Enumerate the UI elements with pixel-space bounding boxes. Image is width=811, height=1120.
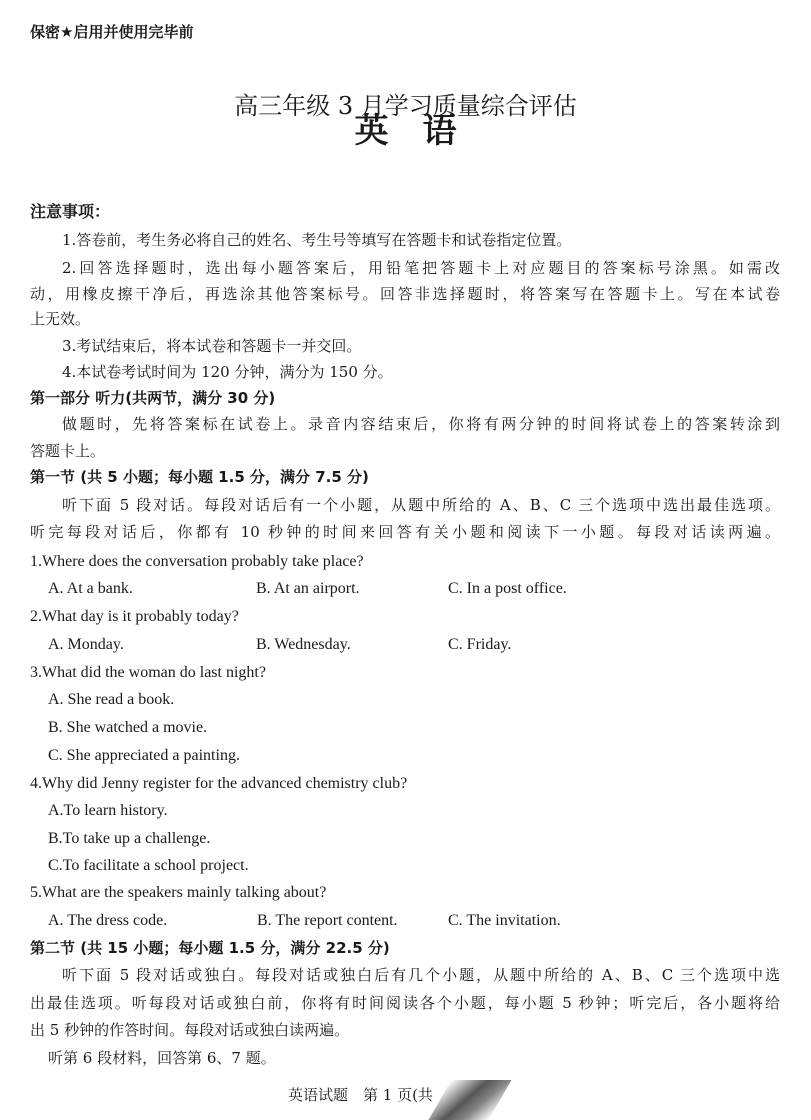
option: B. The report content. bbox=[257, 912, 398, 929]
option: B. She watched a movie. bbox=[48, 719, 208, 736]
part1-heading: 第一部分 听力(共两节，满分 30 分) bbox=[30, 389, 276, 407]
option: A. The dress code. bbox=[48, 912, 168, 929]
option: C.To facilitate a school project. bbox=[48, 857, 249, 874]
notice-item: 3.考试结束后，将本试卷和答题卡一并交回。 bbox=[62, 337, 362, 355]
section2-intro: 听下面 5 段对话或独白。每段对话或独白后有几个小题，从题中所给的 A、B、C 三个选项中选 bbox=[62, 966, 780, 984]
section2-material: 听第 6 段材料，回答第 6、7 题。 bbox=[48, 1049, 276, 1067]
notice-item: 上无效。 bbox=[30, 310, 91, 328]
notice-heading: 注意事项： bbox=[30, 202, 111, 221]
option: A. Monday. bbox=[48, 636, 124, 653]
option: A.To learn history. bbox=[48, 802, 168, 819]
notice-item: 1.答卷前，考生务必将自己的姓名、考生号等填写在答题卡和试卷指定位置。 bbox=[62, 231, 572, 249]
option: C. In a post office. bbox=[448, 580, 567, 597]
section1-heading: 第一节 (共 5 小题；每小题 1.5 分，满分 7.5 分) bbox=[30, 468, 369, 486]
option: B. Wednesday. bbox=[256, 636, 351, 653]
section2-intro: 出 5 秒钟的作答时间。每段对话或独白读两遍。 bbox=[30, 1021, 350, 1039]
section1-intro: 听完每段对话后，你都有 10 秒钟的时间来回答有关小题和阅读下一小题。每段对话读两遍。 bbox=[30, 523, 780, 541]
question-3: 3.What did the woman do last night? bbox=[30, 664, 266, 681]
option: C. She appreciated a painting. bbox=[48, 747, 240, 764]
exam-title: 高三年级 3 月学习质量综合评估 bbox=[234, 92, 577, 120]
notice-item: 动，用橡皮擦干净后，再选涂其他答案标号。回答非选择题时，将答案写在答题卡上。写在本试卷 bbox=[30, 285, 780, 303]
option: A. At a bank. bbox=[48, 580, 133, 597]
question-4: 4.Why did Jenny register for the advanced chemistry club? bbox=[30, 775, 408, 792]
section2-heading: 第二节 (共 15 小题；每小题 1.5 分，满分 22.5 分) bbox=[30, 939, 390, 957]
part1-intro: 答题卡上。 bbox=[30, 442, 106, 460]
subject-title: 英 语 bbox=[354, 111, 457, 151]
part1-intro: 做题时，先将答案标在试卷上。录音内容结束后，你将有两分钟的时间将试卷上的答案转涂到 bbox=[62, 415, 780, 433]
section1-intro: 听下面 5 段对话。每段对话后有一个小题，从题中所给的 A、B、C 三个选项中选出最佳选项。 bbox=[62, 496, 780, 514]
notice-item: 4.本试卷考试时间为 120 分钟，满分为 150 分。 bbox=[62, 363, 393, 381]
question-1: 1.Where does the conversation probably take place? bbox=[30, 553, 364, 570]
confidential-label: 保密★启用并使用完毕前 bbox=[30, 23, 194, 41]
question-2: 2.What day is it probably today? bbox=[30, 608, 239, 625]
option: C. Friday. bbox=[448, 636, 512, 653]
option: B. At an airport. bbox=[256, 580, 360, 597]
option: B.To take up a challenge. bbox=[48, 830, 211, 847]
question-5: 5.What are the speakers mainly talking about? bbox=[30, 884, 327, 901]
page-footer: 英语试题 第 1 页(共 bbox=[288, 1086, 433, 1104]
section2-intro: 出最佳选项。听每段对话或独白前，你将有时间阅读各个小题，每小题 5 秒钟；听完后，各小题将给 bbox=[30, 994, 780, 1012]
option: A. She read a book. bbox=[48, 691, 175, 708]
page-curl-shadow bbox=[428, 1080, 511, 1120]
notice-item: 2.回答选择题时，选出每小题答案后，用铅笔把答题卡上对应题目的答案标号涂黑。如需改 bbox=[62, 259, 780, 277]
option: C. The invitation. bbox=[448, 912, 561, 929]
